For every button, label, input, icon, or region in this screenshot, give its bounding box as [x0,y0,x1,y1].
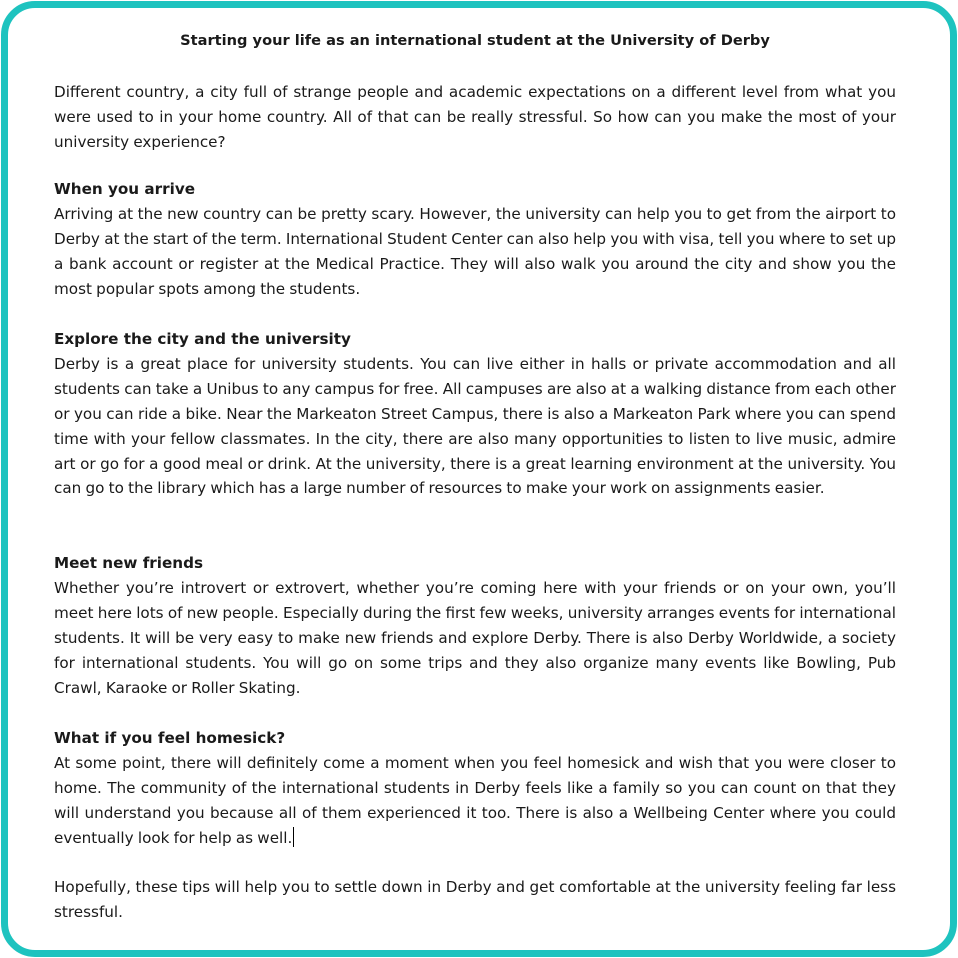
section-heading: Explore the city and the university [54,330,351,348]
section-when-you-arrive [54,177,896,302]
section-heading: When you arrive [54,180,196,198]
intro-block [54,80,896,155]
closing-block [54,875,896,925]
text-cursor [293,827,294,847]
section-meet-new-friends [54,551,896,700]
closing-paragraph: Hopefully, these tips will help you to settle down in Derby and get comfortable at the university feeling far less stressful. [54,878,896,921]
section-homesick [54,726,896,851]
section-explore-city [54,327,896,501]
document-title: Starting your life as an international student at the University of Derby [180,32,770,49]
section-heading: What if you feel homesick? [54,729,286,747]
section-paragraph [54,751,896,851]
section-paragraph-text: At some point, there will definitely come a moment when you feel homesick and wish that you were closer to home. The community of the international students in Derby feels like a family so you can count on that they will understand you because all of them experienced it too. There is also a Wellbeing Center where you could eventually look for help as well. [54,753,896,847]
section-paragraph: Derby is a great place for university students. You can live either in halls or private accommodation and all students can take a Unibus to any campus for free. All campuses are also at a walking distance from each other or you can ride a bike. Near the Markeaton Street Campus, there is also a Markeaton Park where you can spend time with your fellow classmates. In the city, there are also many opportunities to listen to live music, admire art or go for a good meal or drink. At the university, there is a great learning environment at the university. You can go to the library which has a large number of resources to make your work on assignments easier. [54,354,896,498]
intro-paragraph: Different country, a city full of strange people and academic expectations on a different level from what you were used to in your home country. All of that can be really stressful. So how can you make the most of your university experience? [54,83,896,151]
section-paragraph: Arriving at the new country can be pretty scary. However, the university can help you to get from the airport to Derby at the start of the term. International Student Center can also help you with visa, tell you where to set up a bank account or register at the Medical Practice. They will also walk you around the city and show you the most popular spots among the students. [54,204,896,298]
section-paragraph: Whether you’re introvert or extrovert, whether you’re coming here with your friends or on your own, you’ll meet here lots of new people. Especially during the first few weeks, university arranges events for international students. It will be very easy to make new friends and explore Derby. There is also Derby Worldwide, a society for international students. You will go on some trips and they also organize many events like Bowling, Pub Crawl, Karaoke or Roller Skating. [54,578,896,697]
section-heading: Meet new friends [54,554,204,572]
